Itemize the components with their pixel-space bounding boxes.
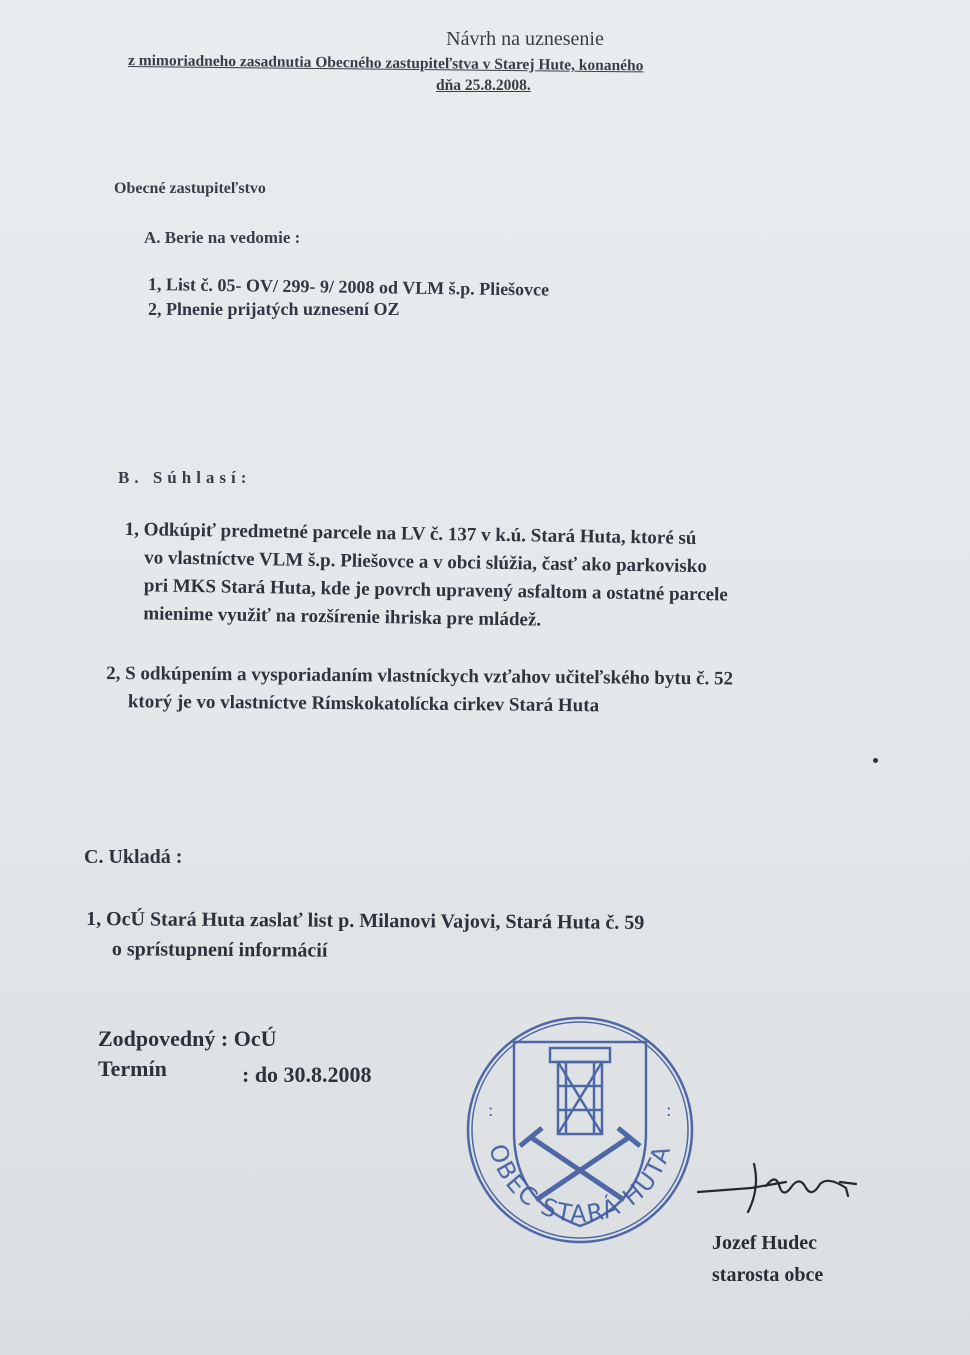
title-line: Návrh na uznesenie bbox=[446, 28, 604, 50]
date-line: dňa 25.8.2008. bbox=[436, 77, 531, 94]
svg-text:OBEC STARÁ HUTA: OBEC STARÁ HUTA bbox=[483, 1140, 677, 1229]
text-line: 1, Odkúpiť predmetné parcele na LV č. 137 v k.ú. Stará Huta, ktoré sú bbox=[124, 519, 697, 549]
subtitle-line: z mimoriadneho zasadnutia Obecného zastupiteľstva v Starej Hute, konaného bbox=[127, 52, 644, 75]
term-value: : do 30.8.2008 bbox=[242, 1062, 372, 1087]
term-label: Termín bbox=[98, 1056, 167, 1081]
text-line: 2, S odkúpením a vysporiadaním vlastníckych vzťahov učiteľského bytu č. 52 bbox=[106, 663, 734, 690]
svg-text::: : bbox=[666, 1101, 672, 1120]
text-line: ktorý je vo vlastníctve Rímskokatolícka cirkev Stará Huta bbox=[127, 691, 600, 717]
text-line: pri MKS Stará Huta, kde je povrch upravený asfaltom a ostatné parcele bbox=[143, 575, 728, 606]
signatory-role: starosta obce bbox=[712, 1264, 824, 1286]
section-b-item-1 bbox=[123, 516, 915, 640]
responsible-line: Zodpovedný : OcÚ bbox=[98, 1026, 277, 1051]
section-c-item-1 bbox=[86, 904, 645, 968]
handwritten-signature-icon bbox=[696, 1158, 861, 1218]
text-line: mienime využiť na rozšírenie ihriska pre mládež. bbox=[143, 603, 542, 631]
ink-speck bbox=[873, 758, 878, 763]
text-line: vo vlastníctve VLM š.p. Pliešovce a v obci slúžia, časť ako parkovisko bbox=[144, 547, 707, 578]
section-b-heading: B. Súhlasí: bbox=[118, 468, 252, 487]
section-b-item-2 bbox=[106, 660, 936, 723]
municipal-stamp-icon bbox=[462, 1012, 698, 1248]
text-line: 1, OcÚ Stará Huta zaslať list p. Milanovi Vajovi, Stará Huta č. 59 bbox=[86, 908, 645, 934]
section-a-item-1: 1, List č. 05- OV/ 299- 9/ 2008 od VLM š.p. Pliešovce bbox=[147, 274, 550, 300]
section-a-heading: A. Berie na vedomie : bbox=[144, 228, 301, 247]
section-a-item-2: 2, Plnenie prijatých uznesení OZ bbox=[148, 299, 400, 319]
organ-label: Obecné zastupiteľstvo bbox=[114, 180, 266, 197]
section-c-heading: C. Ukladá : bbox=[84, 846, 183, 868]
text-line: o sprístupnení informácií bbox=[111, 938, 328, 962]
svg-text::: : bbox=[488, 1101, 494, 1120]
signatory-name: Jozef Hudec bbox=[712, 1232, 817, 1254]
